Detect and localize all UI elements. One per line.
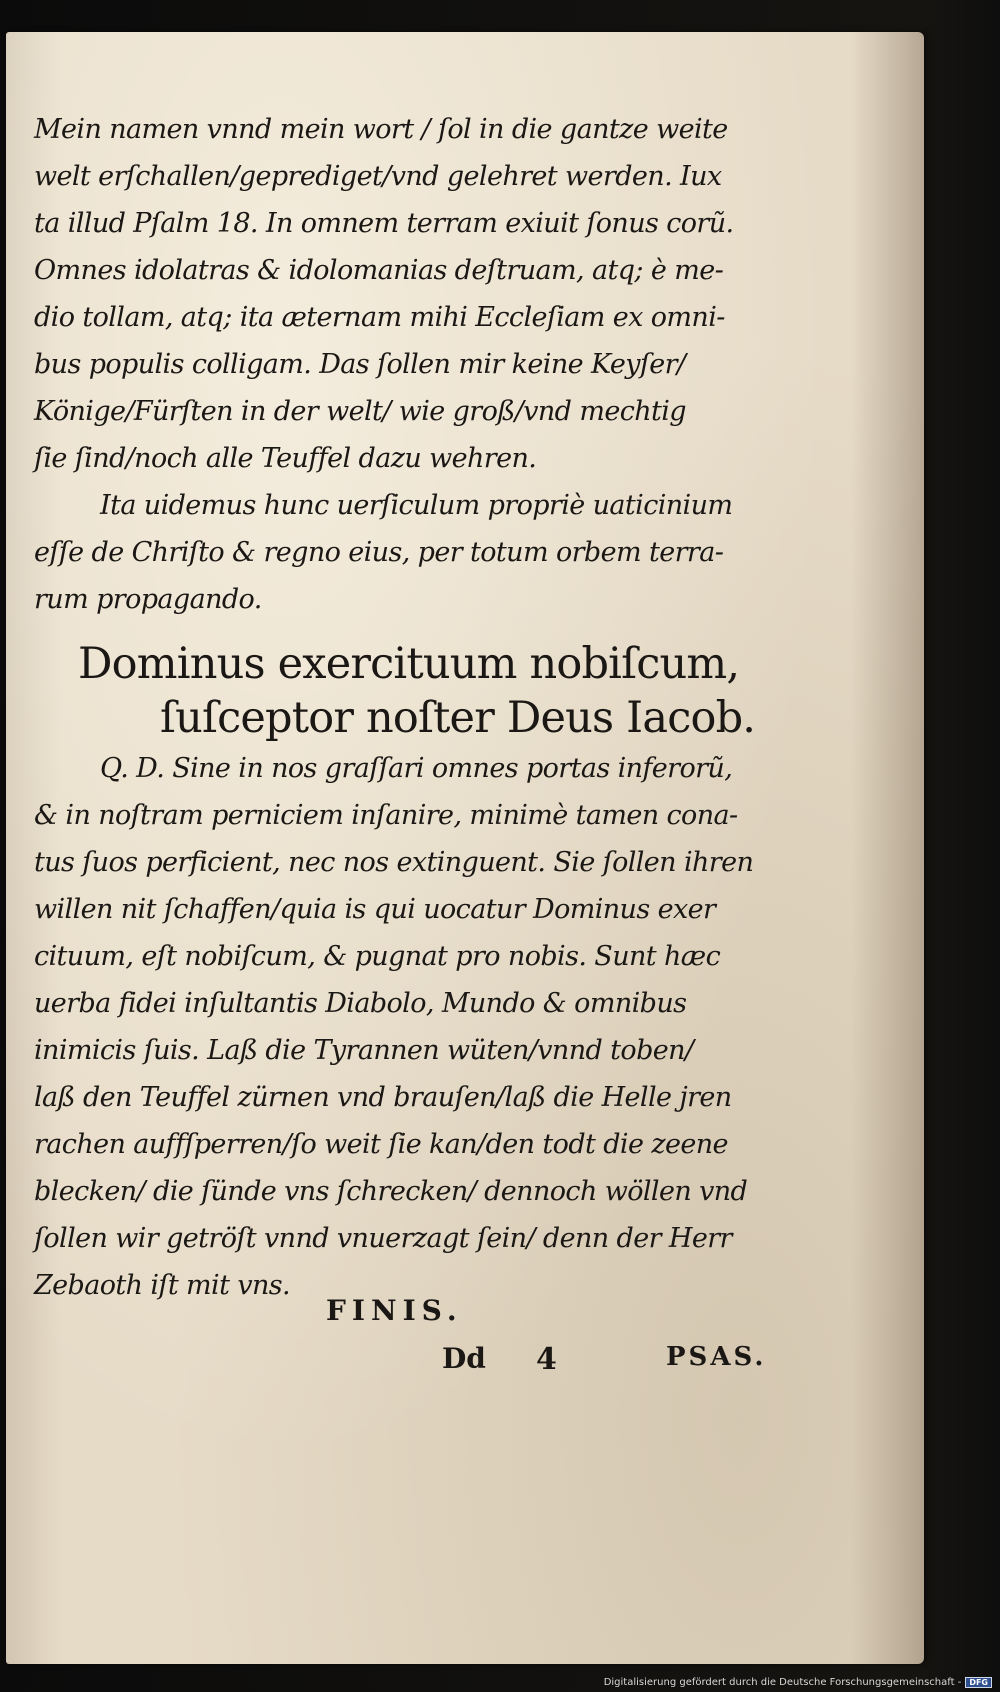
- text-line: Ita uidemus hunc uerſiculum propriè uaticinium: [100, 490, 733, 521]
- dfg-logo: DFG: [965, 1677, 992, 1688]
- text-line: rum propagando.: [34, 584, 262, 615]
- text-line: ſollen wir getröſt vnnd vnuerzagt ſein/ denn der Herr: [34, 1223, 732, 1254]
- text-line: Mein namen vnnd mein wort / ſol in die gantze weite: [34, 114, 728, 145]
- text-line: eſſe de Chriſto & regno eius, per totum orbem terra-: [34, 537, 724, 568]
- paragraph-1: [34, 106, 804, 482]
- paragraph-2: [34, 482, 804, 623]
- text-line: dio tollam, atq; ita æternam mihi Eccleſiam ex omni-: [34, 302, 725, 333]
- text-line: Zebaoth iſt mit vns.: [34, 1270, 291, 1301]
- verse-heading: [34, 637, 804, 745]
- credit-text: Digitalisierung gefördert durch die Deutsche Forschungsgemeinschaft -: [603, 1677, 962, 1688]
- digitization-credit: [604, 1677, 992, 1688]
- folio-number: 4: [536, 1342, 557, 1377]
- text-line: cituum, eſt nobiſcum, & pugnat pro nobis. Sunt hæc: [34, 941, 721, 972]
- text-line: Omnes idolatras & idolomanias deſtruam, atq; è me-: [34, 255, 724, 286]
- text-line: ſie ſind/noch alle Teuffel dazu wehren.: [34, 443, 537, 474]
- text-line: rachen auffſperren/ſo weit ſie kan/den todt die zeene: [34, 1129, 728, 1160]
- text-line: Q. D. Sine in nos graſſari omnes portas inferorũ,: [100, 753, 733, 784]
- text-line: uerba fidei inſultantis Diabolo, Mundo & omnibus: [34, 988, 687, 1019]
- page-text: [34, 106, 804, 1309]
- signature-mark: Dd: [442, 1342, 486, 1375]
- text-line: bus populis colligam. Das ſollen mir keine Keyſer/: [34, 349, 686, 380]
- text-line: tus ſuos perficient, nec nos extinguent. Sie ſollen ihren: [34, 847, 754, 878]
- text-line: Könige/Fürſten in der welt/ wie groß/vnd mechtig: [34, 396, 686, 427]
- text-line: willen nit ſchaffen/quia is qui uocatur Dominus exer: [34, 894, 716, 925]
- verse-line: Dominus exercituum nobiſcum,: [78, 639, 740, 689]
- paragraph-3: [34, 745, 804, 1309]
- text-line: welt erſchallen/geprediget/vnd gelehret werden. Iux: [34, 161, 722, 192]
- text-line: ta illud Pſalm 18. In omnem terram exiuit ſonus corũ.: [34, 208, 734, 239]
- finis-mark: FINIS.: [326, 1294, 463, 1327]
- verse-line: ſuſceptor noſter Deus Iacob.: [160, 693, 756, 743]
- text-line: blecken/ die ſünde vns ſchrecken/ dennoch wöllen vnd: [34, 1176, 748, 1207]
- book-page: [6, 32, 924, 1664]
- text-line: & in noſtram perniciem inſanire, minimè tamen cona-: [34, 800, 738, 831]
- text-line: laß den Teuffel zürnen vnd brauſen/laß die Helle jren: [34, 1082, 732, 1113]
- text-line: inimicis ſuis. Laß die Tyrannen wüten/vnnd toben/: [34, 1035, 694, 1066]
- catchword: PSAS.: [666, 1342, 767, 1372]
